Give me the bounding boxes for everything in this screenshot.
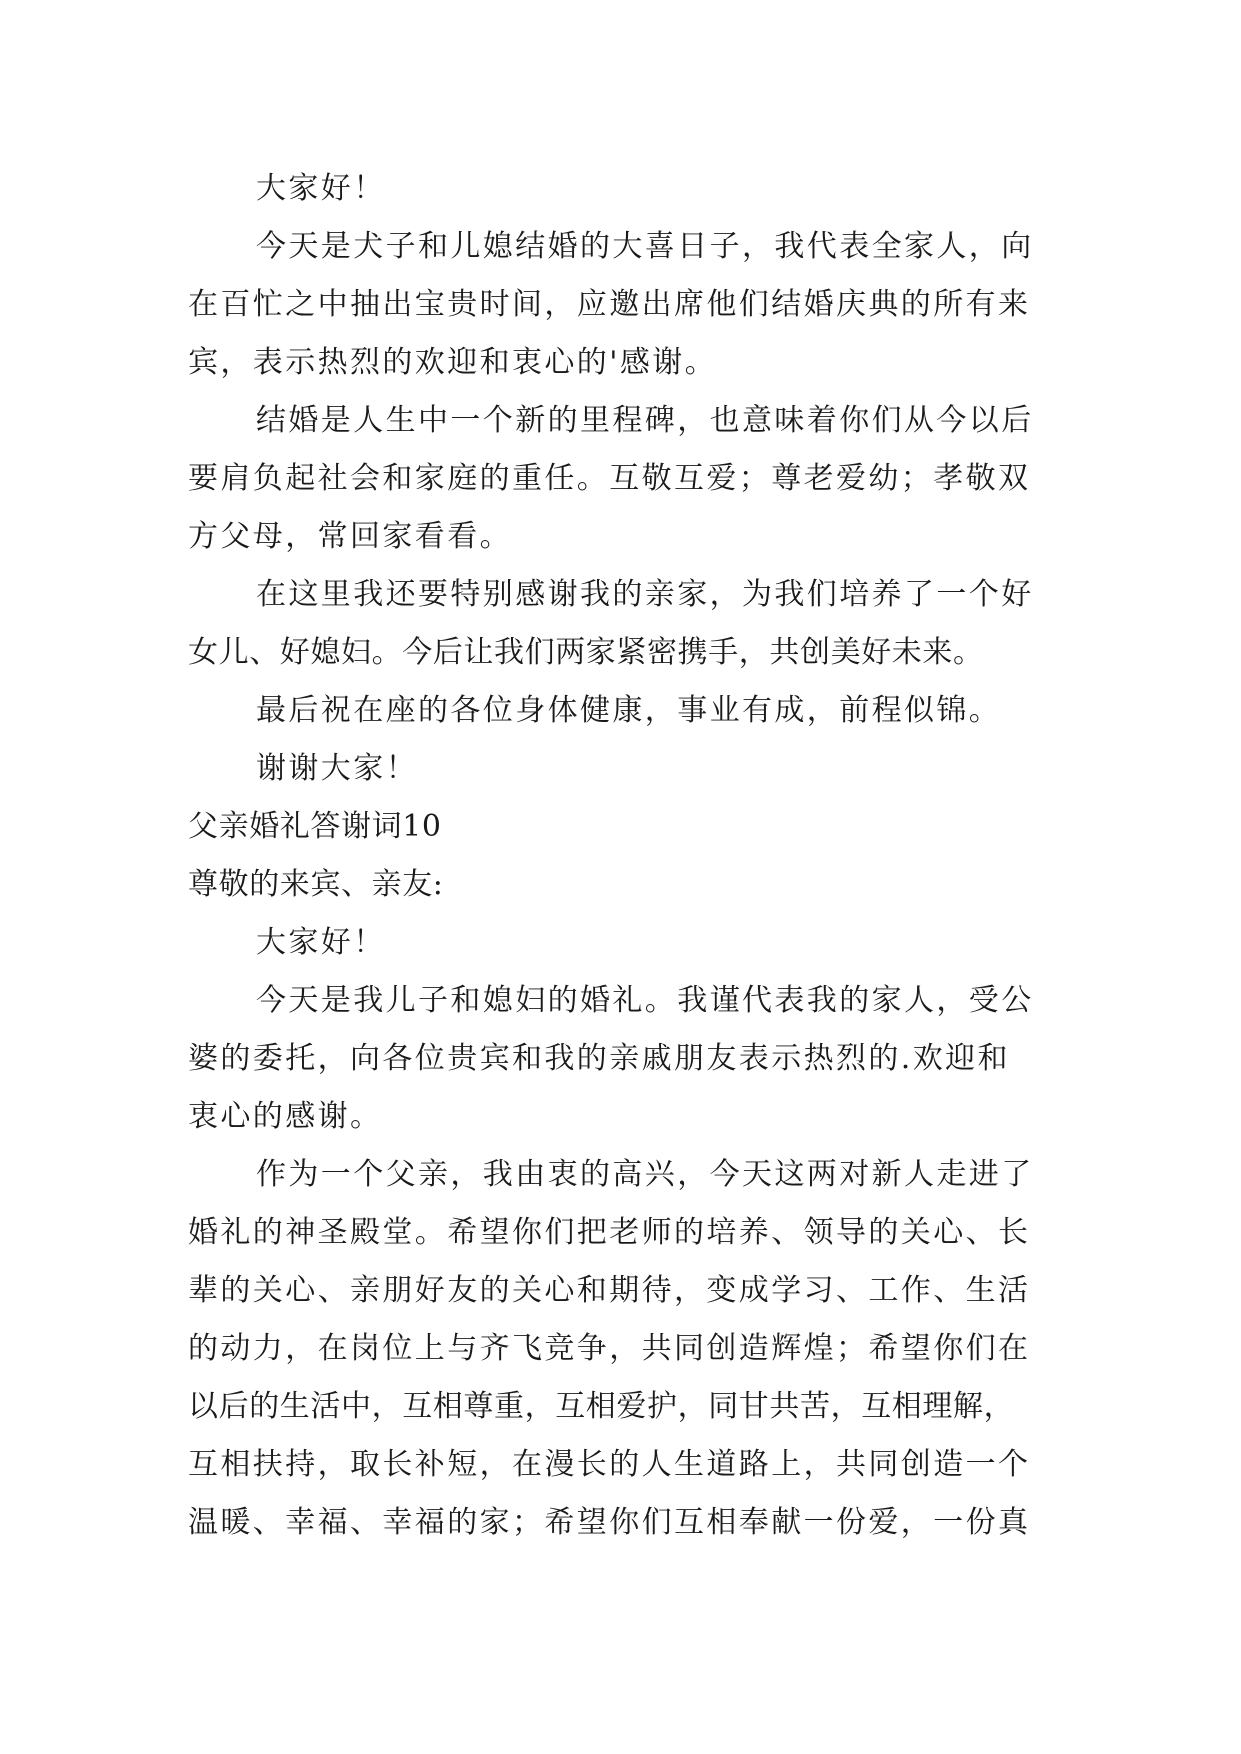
paragraph-line: 今天是犬子和儿媳结婚的大喜日子，我代表全家人，向	[256, 229, 1034, 264]
paragraph-line: 温暖、幸福、幸福的家；希望你们互相奉献一份爱，一份真	[188, 1505, 1031, 1540]
paragraph-line: 在这里我还要特别感谢我的亲家，为我们培养了一个好	[256, 577, 1034, 612]
paragraph-line: 在百忙之中抽出宝贵时间，应邀出席他们结婚庆典的所有来	[188, 287, 1031, 322]
paragraph-line: 互相扶持，取长补短，在漫长的人生道路上，共同创造一个	[188, 1447, 1031, 1482]
paragraph-line: 婚礼的神圣殿堂。希望你们把老师的培养、领导的关心、长	[188, 1215, 1031, 1250]
paragraph-line: 的动力，在岗位上与齐飞竞争，共同创造辉煌；希望你们在	[188, 1331, 1031, 1366]
paragraph-line: 以后的生活中，互相尊重，互相爱护，同甘共苦，互相理解，	[188, 1389, 1015, 1424]
paragraph-line: 女儿、好媳妇。今后让我们两家紧密携手，共创美好未来。	[188, 635, 984, 670]
greeting-line: 大家好！	[256, 925, 386, 960]
paragraph-line: 衷心的感谢。	[188, 1099, 383, 1134]
paragraph-line: 结婚是人生中一个新的里程碑，也意味着你们从今以后	[256, 403, 1034, 438]
paragraph-line: 婆的委托，向各位贵宾和我的亲戚朋友表示热烈的.欢迎和	[188, 1041, 1010, 1076]
document-body	[188, 160, 1064, 1552]
paragraph-line: 辈的关心、亲朋好友的关心和期待，变成学习、工作、生活	[188, 1273, 1031, 1308]
closing-line: 谢谢大家！	[256, 751, 418, 786]
salutation: 尊敬的来宾、亲友:	[188, 867, 444, 902]
greeting-line: 大家好！	[256, 171, 386, 206]
paragraph-line: 今天是我儿子和媳妇的婚礼。我谨代表我的家人，受公	[256, 983, 1034, 1018]
paragraph-line: 要肩负起社会和家庭的重任。互敬互爱；尊老爱幼；孝敬双	[188, 461, 1031, 496]
section-title: 父亲婚礼答谢词10	[188, 809, 442, 844]
paragraph-line: 方父母，常回家看看。	[188, 519, 512, 554]
paragraph-line: 最后祝在座的各位身体健康，事业有成，前程似锦。	[256, 693, 1002, 728]
paragraph-line: 宾，表示热烈的欢迎和衷心的'感谢。	[188, 345, 718, 380]
paragraph-line: 作为一个父亲，我由衷的高兴，今天这两对新人走进了	[256, 1157, 1034, 1192]
